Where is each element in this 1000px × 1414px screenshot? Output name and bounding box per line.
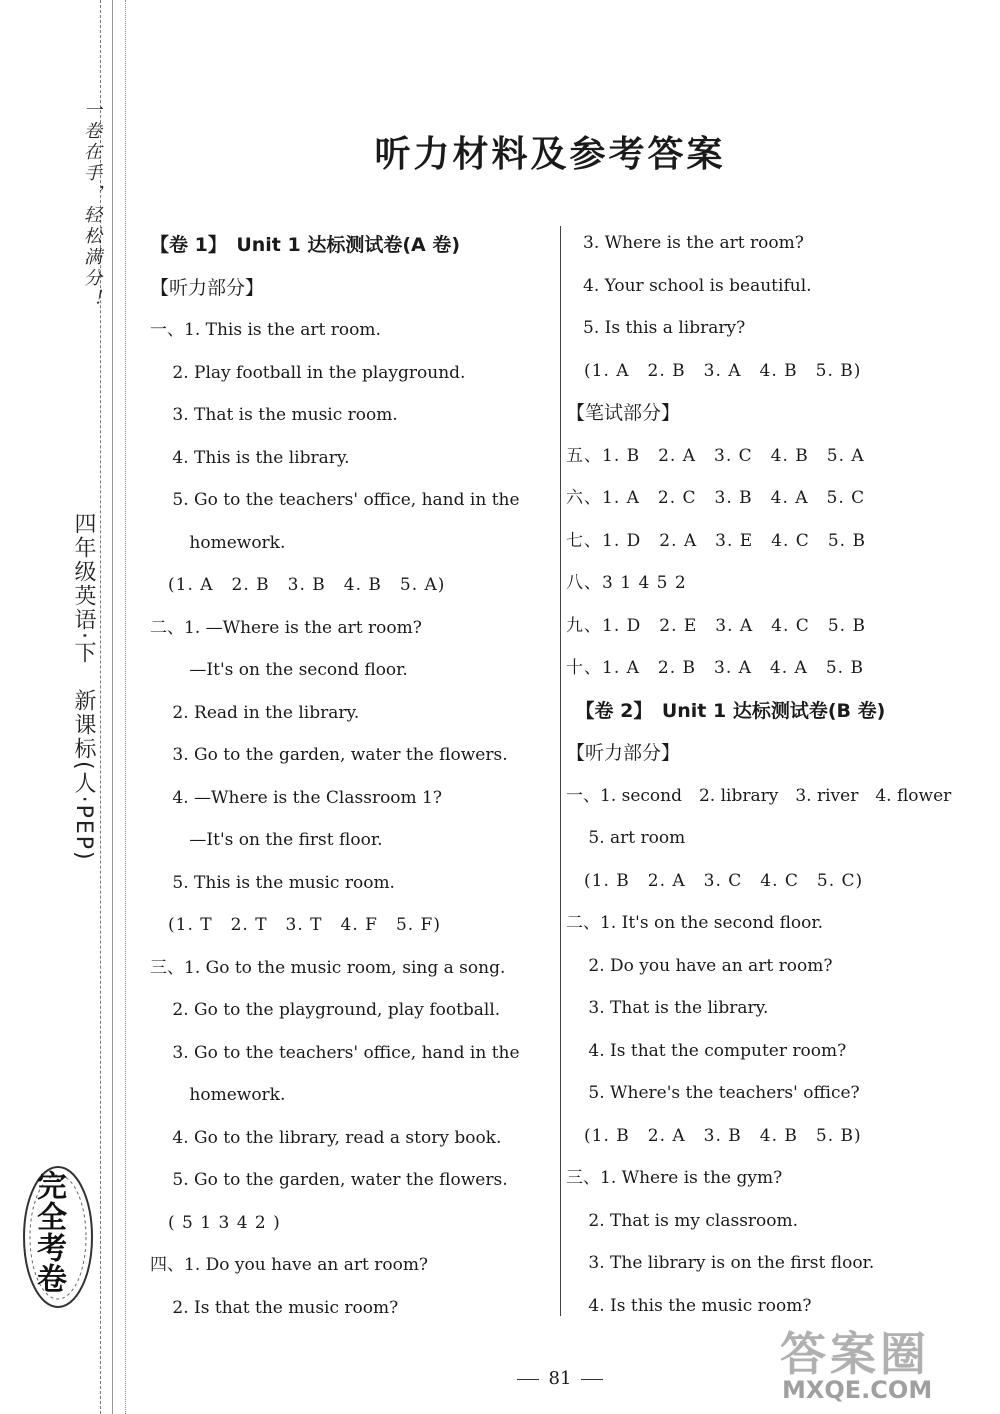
- watermark-logo: 答案圈: [780, 1327, 930, 1381]
- left-column-line: homework.: [150, 1085, 286, 1105]
- right-column-line: 2. That is my classroom.: [566, 1210, 799, 1231]
- left-column-line: 4. This is the library.: [150, 447, 350, 468]
- left-column-line: 5. This is the music room.: [150, 872, 395, 893]
- left-column-line: 一、1. This is the art room.: [150, 320, 381, 340]
- right-column-line: 六、1. A 2. C 3. B 4. A 5. C: [566, 488, 866, 508]
- right-column-line: 【笔试部分】: [566, 402, 681, 424]
- right-column-line: 一、1. second 2. library 3. river 4. flower: [566, 785, 952, 806]
- right-column-line: 5. Where's the teachers' office?: [566, 1083, 860, 1103]
- left-column-line: 2. Play football in the playground.: [150, 362, 466, 383]
- left-column-line: 4. —Where is the Classroom 1?: [150, 787, 442, 808]
- left-column-line: (1. T 2. T 3. T 4. F 5. F): [150, 915, 441, 935]
- left-column-line: 二、1. —Where is the art room?: [150, 617, 422, 638]
- right-column-line: 二、1. It's on the second floor.: [566, 913, 824, 933]
- right-column-line: 5. art room: [566, 828, 686, 848]
- right-column-line: 3. The library is on the first floor.: [566, 1253, 875, 1273]
- column-divider: [560, 226, 561, 1316]
- page-number: 81: [548, 1368, 572, 1389]
- right-column-line: 八、3 1 4 5 2: [566, 573, 687, 593]
- footer-dash-right: [581, 1379, 603, 1380]
- right-column-line: 五、1. B 2. A 3. C 4. B 5. A: [566, 445, 865, 466]
- sidebar-book-title: 四年级英语·下 新课标(人·PEP): [71, 512, 96, 862]
- margin-rule: [112, 0, 113, 1414]
- margin-dotted-line: [125, 0, 126, 1414]
- left-column-line: 2. Is that the music room?: [150, 1297, 399, 1318]
- left-column-line: 四、1. Do you have an art room?: [150, 1255, 429, 1275]
- left-column-line: homework.: [150, 532, 286, 553]
- right-column-line: 4. Is this the music room?: [566, 1295, 812, 1316]
- footer-dash-left: [517, 1379, 539, 1380]
- left-column-line: —It's on the second floor.: [150, 660, 408, 680]
- left-column-line: 三、1. Go to the music room, sing a song.: [150, 957, 506, 978]
- left-column-line: 3. That is the music room.: [150, 405, 398, 425]
- left-column-line: 5. Go to the garden, water the flowers.: [150, 1170, 508, 1190]
- right-column-line: 九、1. D 2. E 3. A 4. C 5. B: [566, 615, 866, 636]
- left-column-line: 5. Go to the teachers' office, hand in the: [150, 490, 520, 510]
- left-column-line: 4. Go to the library, read a story book.: [150, 1127, 502, 1148]
- right-column-line: 三、1. Where is the gym?: [566, 1168, 783, 1188]
- right-column-line: 2. Do you have an art room?: [566, 955, 833, 976]
- left-column-line: —It's on the first floor.: [150, 830, 383, 850]
- left-column-line: 2. Read in the library.: [150, 702, 360, 723]
- right-column-line: 5. Is this a library?: [566, 318, 746, 338]
- right-column-line: 3. That is the library.: [566, 998, 769, 1018]
- right-column-line: 【听力部分】: [566, 742, 681, 764]
- right-column-line: (1. A 2. B 3. A 4. B 5. B): [566, 360, 862, 381]
- site-watermark: [770, 1318, 985, 1408]
- series-logo-text: 完全考卷: [31, 1170, 66, 1294]
- left-column-line: (1. A 2. B 3. B 4. B 5. A): [150, 575, 446, 595]
- right-column-line: (1. B 2. A 3. B 4. B 5. B): [566, 1125, 862, 1146]
- left-column-line: 【卷 1】 Unit 1 达标测试卷(A 卷): [150, 234, 461, 256]
- right-column-line: 【卷 2】 Unit 1 达标测试卷(B 卷): [566, 699, 886, 722]
- right-column-line: 4. Your school is beautiful.: [566, 275, 812, 296]
- right-column-line: 4. Is that the computer room?: [566, 1040, 847, 1061]
- page-title: 听力材料及参考答案: [374, 134, 726, 175]
- right-column-line: 十、1. A 2. B 3. A 4. A 5. B: [566, 658, 864, 678]
- right-column-line: (1. B 2. A 3. C 4. C 5. C): [566, 870, 864, 891]
- left-column-line: 【听力部分】: [150, 276, 265, 299]
- right-column-line: 3. Where is the art room?: [566, 233, 804, 253]
- sidebar-slogan: 一卷在手，轻松满分！: [81, 100, 102, 310]
- left-column-line: ( 5 1 3 4 2 ): [150, 1212, 281, 1233]
- page-footer: [500, 1368, 620, 1389]
- left-column-line: 3. Go to the garden, water the flowers.: [150, 745, 508, 765]
- right-column-line: 七、1. D 2. A 3. E 4. C 5. B: [566, 530, 866, 551]
- left-column-line: 2. Go to the playground, play football.: [150, 1000, 501, 1020]
- watermark-url: MXQE.COM: [782, 1376, 933, 1404]
- left-column-line: 3. Go to the teachers' office, hand in the: [150, 1042, 520, 1063]
